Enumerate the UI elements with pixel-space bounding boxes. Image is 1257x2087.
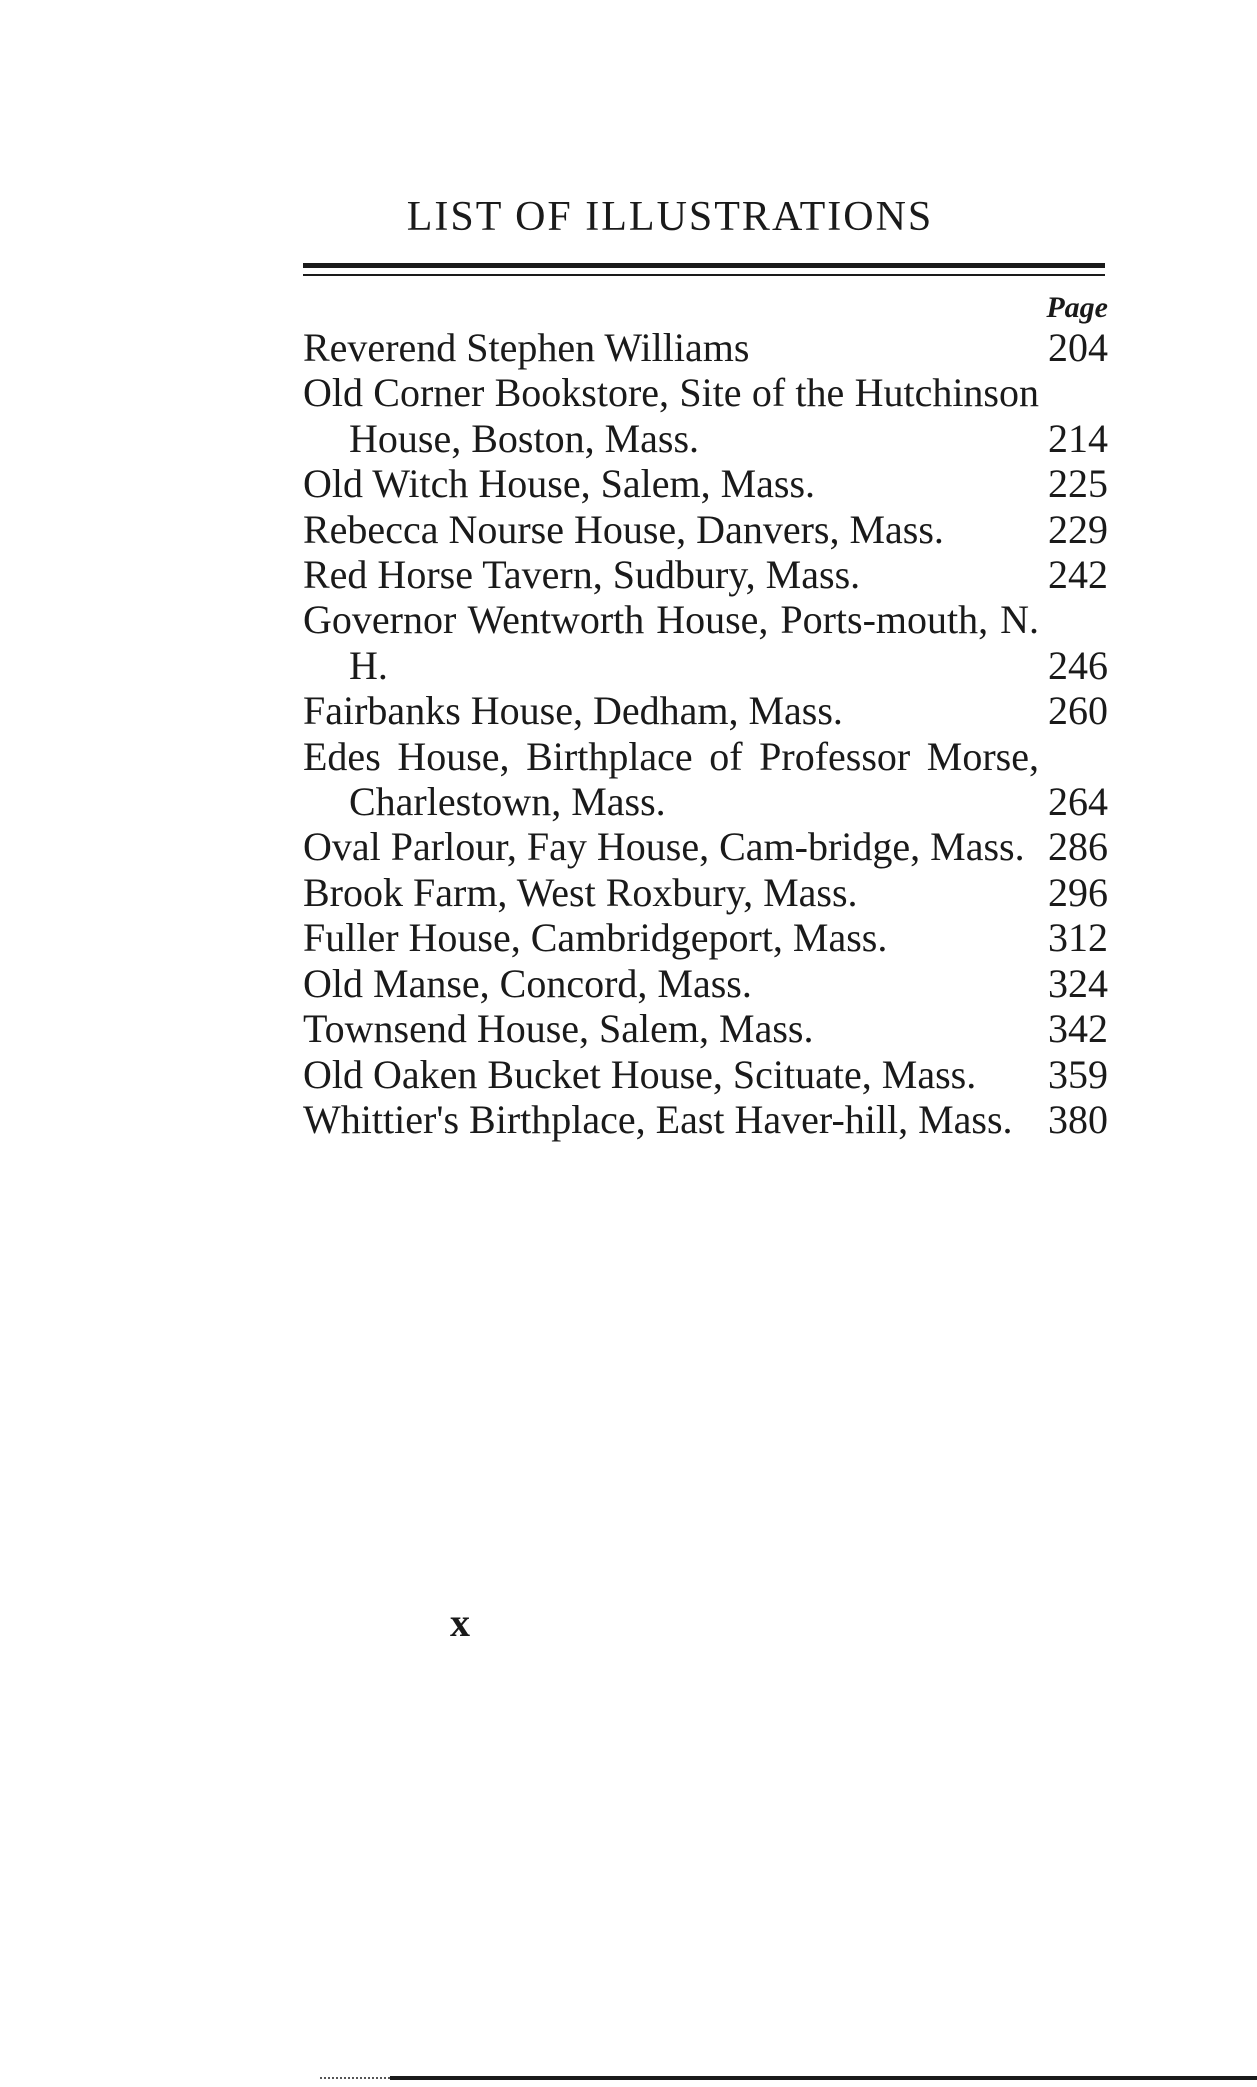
entry-page-number: 242	[1048, 552, 1108, 598]
list-entry	[303, 734, 1108, 825]
list-entry	[303, 1052, 1108, 1097]
entry-page-number: 342	[1048, 1006, 1108, 1052]
list-entry	[303, 915, 1108, 960]
entry-title: Old Corner Bookstore, Site of the Hutchinson House, Boston, Mass.	[303, 370, 1039, 461]
list-entry	[303, 824, 1108, 869]
entry-page-number: 246	[1048, 642, 1108, 688]
entry-page-number: 225	[1048, 461, 1108, 507]
entry-page-number: 264	[1048, 779, 1108, 825]
entry-page-number: 324	[1048, 960, 1108, 1006]
entry-page-number: 296	[1048, 869, 1108, 915]
entry-title: Oval Parlour, Fay House, Cam-bridge, Mass.	[303, 824, 1025, 870]
list-entry	[303, 325, 1108, 370]
entry-page-number: 229	[1048, 506, 1108, 552]
header-rule-thick	[303, 263, 1105, 268]
list-entry	[303, 688, 1108, 733]
header-rule-thin	[303, 274, 1105, 276]
list-entry	[303, 961, 1108, 1006]
entry-title: Edes House, Birthplace of Professor Morse, Charlestown, Mass.	[303, 733, 1039, 825]
entry-title: Fuller House, Cambridgeport, Mass.	[303, 915, 888, 961]
entry-title: Fairbanks House, Dedham, Mass.	[303, 688, 843, 734]
list-entry	[303, 552, 1108, 597]
bottom-rule	[390, 2076, 1257, 2080]
page-column-header: Page	[1046, 291, 1108, 324]
entry-title: Red Horse Tavern, Sudbury, Mass.	[303, 552, 861, 598]
list-entry	[303, 370, 1108, 461]
entry-title: Whittier's Birthplace, East Haver-hill, Mass.	[303, 1096, 1013, 1142]
entry-title: Reverend Stephen Williams	[303, 325, 750, 370]
entry-title: Rebecca Nourse House, Danvers, Mass.	[303, 506, 944, 552]
entry-page-number: 260	[1048, 688, 1108, 734]
entry-title: Townsend House, Salem, Mass.	[303, 1006, 814, 1052]
illustration-list	[303, 325, 1108, 1142]
bottom-rule-dotted	[320, 2077, 390, 2079]
entry-title: Brook Farm, West Roxbury, Mass.	[303, 869, 858, 915]
entry-page-number: 204	[1048, 325, 1108, 370]
list-entry	[303, 597, 1108, 688]
entry-page-number: 214	[1048, 415, 1108, 461]
entry-page-number: 380	[1048, 1096, 1108, 1142]
entry-title: Old Manse, Concord, Mass.	[303, 960, 752, 1006]
entry-title: Old Oaken Bucket House, Scituate, Mass.	[303, 1051, 977, 1097]
page-title: LIST OF ILLUSTRATIONS	[406, 194, 934, 240]
list-entry	[303, 461, 1108, 506]
list-entry	[303, 870, 1108, 915]
folio-page-number: x	[450, 1600, 470, 1645]
entry-page-number: 312	[1048, 915, 1108, 961]
list-entry	[303, 507, 1108, 552]
list-entry	[303, 1097, 1108, 1142]
list-entry	[303, 1006, 1108, 1051]
entry-page-number: 359	[1048, 1051, 1108, 1097]
entry-title: Governor Wentworth House, Ports-mouth, N. H.	[303, 597, 1039, 688]
entry-title: Old Witch House, Salem, Mass.	[303, 461, 816, 507]
entry-page-number: 286	[1048, 824, 1108, 870]
